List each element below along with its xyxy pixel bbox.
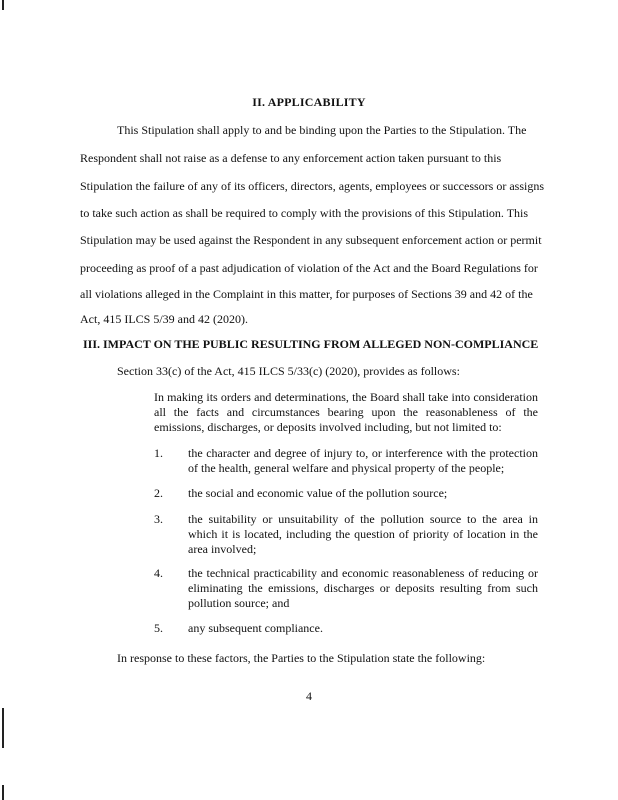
list-item-number: 4. [154,566,163,580]
paragraph-line: all violations alleged in the Complaint in this matter, for purposes of Sections 39 and 42 of the [80,287,533,301]
paragraph-line: Stipulation may be used against the Respondent in any subsequent enforcement action or permit [80,233,542,247]
paragraph-line: to take such action as shall be required to comply with the provisions of this Stipulation. This [80,206,529,220]
paragraph-line: Respondent shall not raise as a defense to any enforcement action taken pursuant to this [80,151,502,165]
paragraph-line: proceeding as proof of a past adjudication of violation of the Act and the Board Regulations for [80,261,538,275]
paragraph-line: Stipulation the failure of any of its officers, directors, agents, employees or successors or assigns [80,179,544,193]
statute-quote: In making its orders and determinations, the Board shall take into consideration all the facts and circumstances bearing upon the reasonableness of the emissions, discharges, or deposits involved including, but not limited to: [154,390,538,434]
list-item-number: 3. [154,512,163,526]
list-item-number: 2. [154,486,163,500]
paragraph-line: Act, 415 ILCS 5/39 and 42 (2020). [80,312,248,326]
list-item-text: the social and economic value of the pollution source; [188,486,448,500]
closing-paragraph: In response to these factors, the Parties to the Stipulation state the following: [117,651,486,665]
list-item-text: the suitability or unsuitability of the pollution source to the area in which it is located, including the question of priority of location in the area involved; [188,512,538,556]
scan-mark-bottom [2,785,4,800]
list-item-text: any subsequent compliance. [188,621,323,635]
list-item-text: the technical practicability and economic reasonableness of reducing or eliminating the emissions, discharges or deposits resulting from such pollution source; and [188,566,538,610]
section-heading-applicability: II. APPLICABILITY [252,95,366,109]
scan-mark-mid [2,708,4,748]
list-item-text: the character and degree of injury to, or interference with the protection of the health, general welfare and physical property of the people; [188,446,538,475]
paragraph-line: This Stipulation shall apply to and be binding upon the Parties to the Stipulation. The [117,123,527,137]
section-intro: Section 33(c) of the Act, 415 ILCS 5/33(c) (2020), provides as follows: [117,364,460,378]
section-heading-impact: III. IMPACT ON THE PUBLIC RESULTING FROM ALLEGED NON-COMPLIANCE [83,337,539,351]
page-number: 4 [306,689,312,703]
scan-mark-top [2,0,4,10]
list-item-number: 5. [154,621,163,635]
list-item-number: 1. [154,446,163,460]
